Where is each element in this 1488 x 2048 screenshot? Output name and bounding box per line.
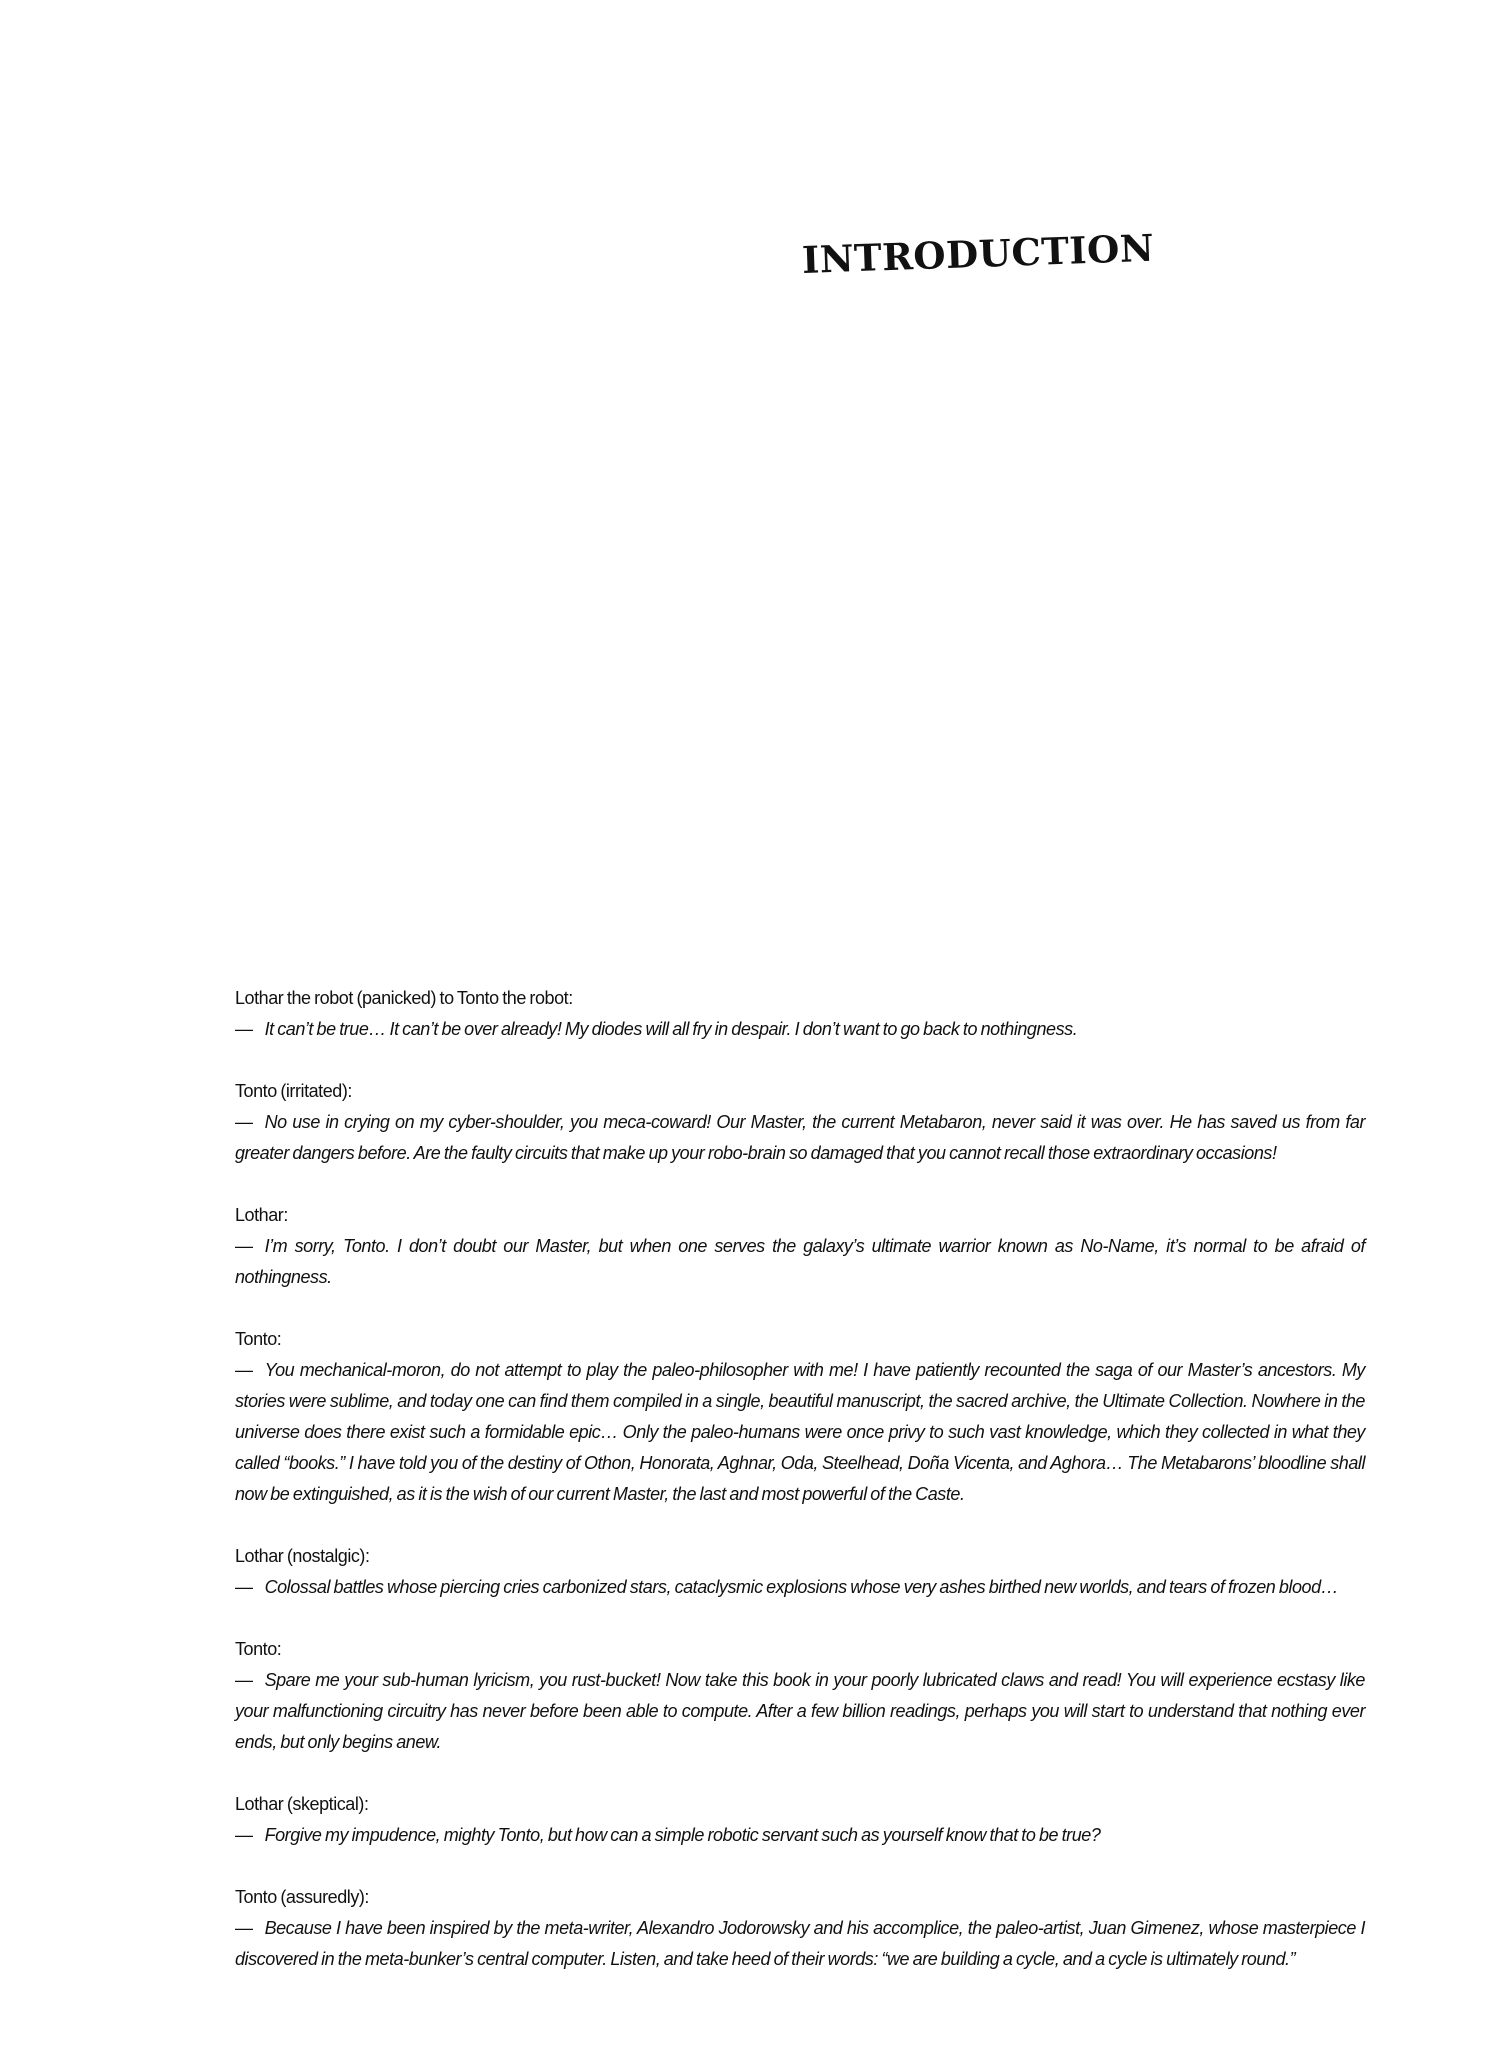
dialogue-block (235, 1324, 1365, 1510)
speaker-label: Tonto: (235, 1329, 282, 1349)
speaker-label: Tonto (assuredly): (235, 1887, 369, 1907)
spoken-line (235, 1820, 1365, 1851)
speaker-label: Tonto: (235, 1639, 282, 1659)
dialogue-block (235, 1076, 1365, 1169)
speaker-label: Tonto (irritated): (235, 1081, 352, 1101)
em-dash: — (235, 1112, 253, 1132)
spoken-line (235, 1231, 1365, 1293)
dialogue-block (235, 1882, 1365, 1975)
spoken-line (235, 1014, 1365, 1045)
spoken-line (235, 1355, 1365, 1510)
speaker-label: Lothar (skeptical): (235, 1794, 369, 1814)
spoken-text: No use in crying on my cyber-shoulder, you meca-coward! Our Master, the current Metabaron, never said it was over. He has saved us from far greater dangers before. Are the faulty circuits that make up your robo-brain so damaged that you cannot recall those extraordinary occasions! (235, 1112, 1365, 1163)
em-dash: — (235, 1825, 253, 1845)
dialogue-block (235, 1634, 1365, 1758)
dialogue-block (235, 1200, 1365, 1293)
dialogue-block (235, 1541, 1365, 1603)
spoken-line (235, 1665, 1365, 1758)
em-dash: — (235, 1236, 253, 1256)
em-dash: — (235, 1577, 253, 1597)
spoken-text: It can’t be true… It can’t be over already! My diodes will all fry in despair. I don’t want to go back to nothingness. (264, 1019, 1078, 1039)
dialogue-block (235, 983, 1365, 1045)
spoken-line (235, 1572, 1365, 1603)
em-dash: — (235, 1019, 253, 1039)
em-dash: — (235, 1360, 253, 1380)
page-title: INTRODUCTION (801, 225, 1155, 282)
spoken-text: I’m sorry, Tonto. I don’t doubt our Master, but when one serves the galaxy’s ultimate warrior known as No-Name, it’s normal to be afraid of nothingness. (235, 1236, 1365, 1287)
spoken-text: Forgive my impudence, mighty Tonto, but how can a simple robotic servant such as yourself know that to be true? (264, 1825, 1101, 1845)
speaker-label: Lothar (nostalgic): (235, 1546, 370, 1566)
spoken-text: You mechanical-moron, do not attempt to play the paleo-philosopher with me! I have patiently recounted the saga of our Master’s ancestors. My stories were sublime, and today one can find them compiled in a single, beautiful manuscript, the sacred archive, the Ultimate Collection. Nowhere in the universe does there exist such a formidable epic… Only the paleo-humans were once privy to such vast knowledge, which they collected in what they called “books.” I have told you of the destiny of Othon, Honorata, Aghnar, Oda, Steelhead, Doña Vicenta, and Aghora… The Metabarons’ bloodline shall now be extinguished, as it is the wish of our current Master, the last and most powerful of the Caste. (235, 1360, 1365, 1504)
spoken-line (235, 1913, 1365, 1975)
spoken-text: Colossal battles whose piercing cries carbonized stars, cataclysmic explosions whose very ashes birthed new worlds, and tears of frozen blood… (264, 1577, 1339, 1597)
spoken-text: Because I have been inspired by the meta-writer, Alexandro Jodorowsky and his accomplice, the paleo-artist, Juan Gimenez, whose masterpiece I discovered in the meta-bunker’s central computer. Listen, and take heed of their words: “we are building a cycle, and a cycle is ultimately round.” (235, 1918, 1365, 1969)
em-dash: — (235, 1918, 253, 1938)
spoken-text: Spare me your sub-human lyricism, you rust-bucket! Now take this book in your poorly lubricated claws and read! You will experience ecstasy like your malfunctioning circuitry has never before been able to compute. After a few billion readings, perhaps you will start to understand that nothing ever ends, but only begins anew. (235, 1670, 1365, 1752)
dialogue-block (235, 1789, 1365, 1851)
spoken-line (235, 1107, 1365, 1169)
em-dash: — (235, 1670, 253, 1690)
dialogue-text (235, 983, 1365, 2006)
speaker-label: Lothar the robot (panicked) to Tonto the robot: (235, 988, 573, 1008)
speaker-label: Lothar: (235, 1205, 288, 1225)
